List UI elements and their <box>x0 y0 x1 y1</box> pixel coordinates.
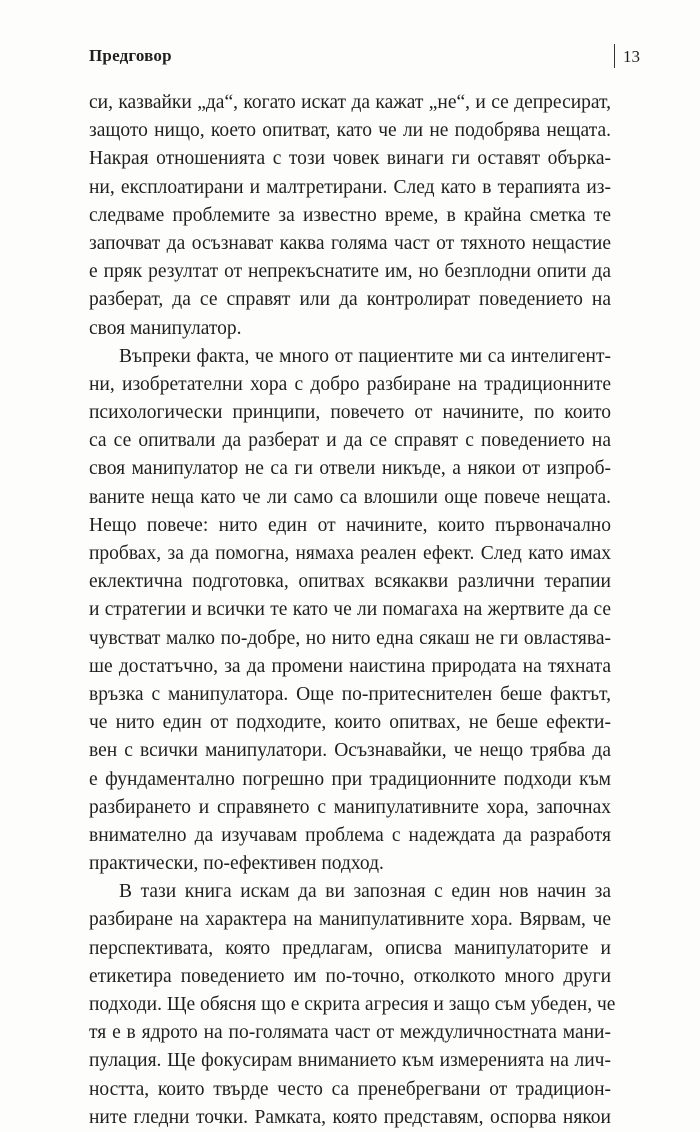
text-line: своя манипулатор не са ги отвели никъде, а някои от изпроб- <box>89 458 611 480</box>
text-line: перспективата, която предлагам, описва манипулаторите и <box>89 937 611 959</box>
text-line: ните гледни точки. Рамката, която представям, оспорва някои <box>89 1106 611 1128</box>
text-line: ваните неща като че ли само са влошили още повече нещата. <box>89 486 611 508</box>
text-line: е пряк резултат от непрекъснатите им, но безплодни опити да <box>89 261 611 283</box>
text-line: В тази книга искам да ви запозная с един нов начин за <box>119 881 611 903</box>
text-line: започват да осъзнават каква голяма част от тяхното нещастие <box>89 232 611 254</box>
text-line: пробвах, за да помогна, нямаха реален ефект. След като имах <box>89 543 611 564</box>
text-line: практически, по-ефективен подход. <box>89 853 384 875</box>
section-title: Предговор <box>89 46 172 65</box>
text-line: ността, които твърде често са пренебрегвани от традицион- <box>89 1078 611 1100</box>
text-line: ни, експлоатирани и малтретирани. След като в терапията из- <box>89 176 611 198</box>
text-line: внимателно да изучавам проблема с надеждата да разработя <box>89 824 611 846</box>
text-line: и стратегии и всички те като че ли помагаха на жертвите да се <box>89 599 611 621</box>
text-line: че нито един от подходите, които опитвах, не беше ефекти- <box>89 712 611 734</box>
text-line: следваме проблемите за известно време, в крайна сметка те <box>89 204 611 226</box>
body-text <box>89 89 616 1132</box>
text-line: ше достатъчно, за да промени наистина природата на тяхната <box>89 655 611 677</box>
text-line: вен с всички манипулатори. Осъзнавайки, че нещо трябва да <box>89 740 611 762</box>
text-line: подходи. Ще обясня що е скрита агресия и защо съм убеден, че <box>89 994 616 1015</box>
text-line: етикетира поведението им по-точно, отколкото много други <box>89 965 611 987</box>
header-divider <box>614 44 615 68</box>
text-line: Накрая отношенията с този човек винаги ги оставят обърка- <box>89 148 611 170</box>
text-line: разбиране на характера на манипулативните хора. Вярвам, че <box>89 909 611 931</box>
text-line: разбирането и справянето с манипулативните хора, започнах <box>89 796 611 818</box>
text-line: разберат, да се справят или да контролират поведението на <box>89 289 611 311</box>
text-line: своя манипулатор. <box>89 317 242 339</box>
text-line: ни, изобретателни хора с добро разбиране на традиционните <box>89 373 611 395</box>
page-number: 13 <box>623 47 640 66</box>
text-line: психологически принципи, повечето от начините, по които <box>89 402 611 424</box>
text-line: Нещо повече: нито един от начините, които първоначално <box>89 514 611 536</box>
text-line: пулация. Ще фокусирам вниманието към измеренията на лич- <box>89 1050 611 1072</box>
text-line: е фундаментално погрешно при традиционните подходи към <box>89 768 611 790</box>
text-line: защото нищо, което опитват, като че ли не подобрява нещата. <box>89 120 611 142</box>
text-line: чувстват малко по-добре, но нито една сякаш не ги овластява- <box>89 627 611 649</box>
text-line: Въпреки факта, че много от пациентите ми са интелигент- <box>119 345 611 367</box>
text-line: еклектична подготовка, опитвах всякакви различни терапии <box>89 571 611 593</box>
text-line: си, казвайки „да“, когато искат да кажат „не“, и се депресират, <box>89 92 611 113</box>
text-line: тя е в ядрото на по-голямата част от междуличностната мани- <box>89 1022 611 1044</box>
text-line: са се опитвали да разберат и да се справят с поведението на <box>89 430 611 452</box>
text-line: връзка с манипулатора. Още по-притеснителен беше фактът, <box>89 683 611 705</box>
